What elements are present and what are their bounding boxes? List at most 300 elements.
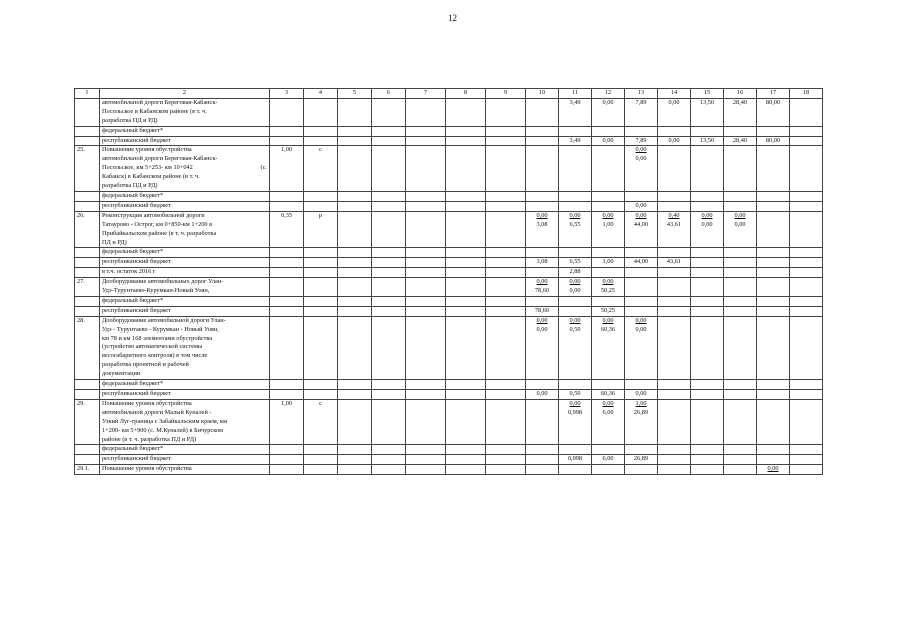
cell-col-16	[724, 399, 757, 445]
cell-col-5	[338, 445, 372, 455]
description-line: федеральный бюджет*	[102, 445, 164, 453]
cell-col-11	[559, 465, 592, 475]
header-cell: 8	[446, 89, 486, 99]
cell-col-15	[691, 316, 724, 379]
header-cell: 17	[757, 89, 790, 99]
cell-col-17: 80,00	[757, 98, 790, 126]
cell-col-10: 0,00 78,60	[526, 278, 559, 297]
description-line: республиканский бюджет	[102, 390, 171, 397]
row-description	[100, 445, 270, 455]
cell-col-15	[691, 306, 724, 316]
cell-col-15	[691, 126, 724, 136]
row-description	[100, 126, 270, 136]
cell-col-11: 3,49	[559, 136, 592, 146]
cell-col-3	[270, 126, 304, 136]
cell-col-8	[446, 316, 486, 379]
cell-col-12: 60,36	[592, 390, 625, 400]
description-line: документации	[102, 370, 141, 378]
cell-col-14	[658, 268, 691, 278]
cell-col-10: 3,08	[526, 258, 559, 268]
cell-col-4	[304, 316, 338, 379]
cell-col-12: 0,00 50,25	[592, 278, 625, 297]
cell-col-3	[270, 278, 304, 297]
table-row	[75, 306, 823, 316]
cell-col-14	[658, 445, 691, 455]
cell-col-12: 6,00	[592, 455, 625, 465]
description-line: км 78 и км 168 элементами обустройства	[102, 334, 213, 342]
cell-col-15	[691, 268, 724, 278]
cell-col-9	[486, 465, 526, 475]
header-cell: 1	[75, 89, 100, 99]
cell-col-8	[446, 126, 486, 136]
cell-col-17	[757, 248, 790, 258]
cell-col-17	[757, 201, 790, 211]
cell-col-7	[406, 296, 446, 306]
description-line: ПД и РД)	[102, 238, 127, 246]
description-line: федеральный бюджет*	[102, 380, 164, 388]
cell-col-4	[304, 98, 338, 126]
cell-col-14	[658, 278, 691, 297]
header-cell: 2	[100, 89, 270, 99]
cell-col-4: с	[304, 146, 338, 192]
cell-col-13: 0,00	[625, 201, 658, 211]
table-row	[75, 380, 823, 390]
cell-col-8	[446, 278, 486, 297]
cell-col-6	[372, 306, 406, 316]
cell-col-17: 0,00	[757, 465, 790, 475]
cell-col-14: 0,00	[658, 98, 691, 126]
cell-col-12: 0,00	[592, 136, 625, 146]
cell-col-12	[592, 445, 625, 455]
row-description	[100, 465, 270, 475]
table-row	[75, 445, 823, 455]
row-description	[100, 268, 270, 278]
cell-col-11: 0,50	[559, 390, 592, 400]
row-description	[100, 316, 270, 379]
cell-col-10	[526, 455, 559, 465]
cell-col-12: 0,00	[592, 98, 625, 126]
cell-col-9	[486, 211, 526, 248]
cell-col-17	[757, 258, 790, 268]
row-number	[75, 191, 100, 201]
cell-col-12	[592, 465, 625, 475]
cell-col-16: 28,40	[724, 98, 757, 126]
header-cell: 13	[625, 89, 658, 99]
cell-col-16	[724, 191, 757, 201]
cell-col-8	[446, 191, 486, 201]
cell-col-7	[406, 191, 446, 201]
cell-col-3	[270, 136, 304, 146]
cell-col-5	[338, 136, 372, 146]
table-row	[75, 126, 823, 136]
description-line: федеральный бюджет*	[102, 248, 164, 256]
description-line: Удэ - Турунтаево - Курумкан - Новый Уоян,	[102, 325, 219, 333]
cell-col-18	[790, 191, 823, 201]
cell-col-11	[559, 248, 592, 258]
cell-col-9	[486, 191, 526, 201]
cell-col-13: 0,00 0,00	[625, 316, 658, 379]
row-number: 26.	[75, 211, 100, 248]
row-number	[75, 296, 100, 306]
cell-col-3	[270, 296, 304, 306]
description-line: республиканский бюджет	[102, 258, 171, 266]
header-cell: 3	[270, 89, 304, 99]
cell-col-11	[559, 380, 592, 390]
cell-col-15	[691, 399, 724, 445]
cell-col-9	[486, 316, 526, 379]
cell-col-15	[691, 445, 724, 455]
description-line: федеральный бюджет*	[102, 296, 164, 304]
row-number	[75, 268, 100, 278]
row-number: 29.1.	[75, 465, 100, 475]
cell-col-13: 0,00 44,00	[625, 211, 658, 248]
cell-col-8	[446, 201, 486, 211]
cell-col-17	[757, 126, 790, 136]
cell-col-5	[338, 465, 372, 475]
cell-col-8	[446, 98, 486, 126]
cell-col-16	[724, 248, 757, 258]
cell-col-8	[446, 445, 486, 455]
header-cell: 4	[304, 89, 338, 99]
table-row	[75, 455, 823, 465]
cell-col-9	[486, 136, 526, 146]
cell-col-3	[270, 465, 304, 475]
cell-col-14	[658, 296, 691, 306]
cell-col-15	[691, 278, 724, 297]
page-number: 12	[448, 13, 457, 23]
budget-table	[74, 88, 823, 475]
description-line: автомобильной дороги Береговая-Кабанск-	[102, 155, 218, 163]
cell-col-15	[691, 201, 724, 211]
cell-col-6	[372, 296, 406, 306]
header-cell: 15	[691, 89, 724, 99]
cell-col-7	[406, 306, 446, 316]
description-line: республиканский бюджет	[102, 455, 171, 463]
cell-col-17	[757, 268, 790, 278]
cell-col-7	[406, 278, 446, 297]
cell-col-15	[691, 146, 724, 192]
cell-col-17	[757, 445, 790, 455]
cell-col-7	[406, 399, 446, 445]
cell-col-13: 1,00 26,89	[625, 399, 658, 445]
cell-col-16: 0,00 0,00	[724, 211, 757, 248]
cell-col-14	[658, 248, 691, 258]
cell-col-12	[592, 268, 625, 278]
cell-col-15	[691, 258, 724, 268]
row-description	[100, 211, 270, 248]
cell-col-10	[526, 296, 559, 306]
cell-col-4	[304, 136, 338, 146]
cell-col-3	[270, 201, 304, 211]
cell-col-5	[338, 296, 372, 306]
cell-col-14	[658, 191, 691, 201]
cell-col-6	[372, 390, 406, 400]
cell-col-10	[526, 248, 559, 258]
cell-col-14	[658, 126, 691, 136]
cell-col-18	[790, 146, 823, 192]
table-row	[75, 316, 823, 379]
table-row	[75, 146, 823, 192]
description-line: республиканский бюджет	[102, 136, 171, 144]
cell-col-10	[526, 146, 559, 192]
cell-col-4	[304, 296, 338, 306]
cell-col-15	[691, 248, 724, 258]
cell-col-14	[658, 380, 691, 390]
cell-col-9	[486, 201, 526, 211]
cell-col-18	[790, 201, 823, 211]
cell-col-4: р	[304, 211, 338, 248]
cell-col-12	[592, 248, 625, 258]
cell-col-4	[304, 248, 338, 258]
cell-col-7	[406, 146, 446, 192]
header-cell: 9	[486, 89, 526, 99]
table-row	[75, 98, 823, 126]
cell-col-18	[790, 98, 823, 126]
cell-col-16	[724, 380, 757, 390]
cell-col-18	[790, 258, 823, 268]
description-line: 1+200- км 5+900 (с. М.Куналей) в Бичурском	[102, 426, 223, 434]
cell-col-6	[372, 211, 406, 248]
table-row	[75, 296, 823, 306]
cell-col-6	[372, 248, 406, 258]
description-line: Повышение уровня обустройства	[102, 399, 192, 407]
row-number	[75, 455, 100, 465]
row-description	[100, 380, 270, 390]
cell-col-13	[625, 465, 658, 475]
description-line: автомобильной дороги Малый Куналей -	[102, 408, 212, 416]
cell-col-4	[304, 258, 338, 268]
description-line: федеральный бюджет*	[102, 126, 164, 134]
cell-col-13	[625, 306, 658, 316]
cell-col-13: 44,00	[625, 258, 658, 268]
cell-col-3	[270, 390, 304, 400]
cell-col-18	[790, 306, 823, 316]
cell-col-16	[724, 390, 757, 400]
cell-col-6	[372, 201, 406, 211]
table-row	[75, 248, 823, 258]
row-description	[100, 278, 270, 297]
cell-col-12	[592, 201, 625, 211]
cell-col-17	[757, 296, 790, 306]
cell-col-5	[338, 399, 372, 445]
cell-col-10	[526, 465, 559, 475]
cell-col-17	[757, 306, 790, 316]
cell-col-11	[559, 146, 592, 192]
row-description	[100, 258, 270, 268]
cell-col-10	[526, 399, 559, 445]
table-row	[75, 211, 823, 248]
cell-col-9	[486, 98, 526, 126]
cell-col-17	[757, 390, 790, 400]
cell-col-17	[757, 455, 790, 465]
cell-col-12: 0,00 1,00	[592, 211, 625, 248]
cell-col-6	[372, 146, 406, 192]
cell-col-15	[691, 380, 724, 390]
row-number	[75, 390, 100, 400]
cell-col-4	[304, 455, 338, 465]
description-line: районе (в т. ч. разработка ПД и РД)	[102, 435, 197, 443]
cell-col-10	[526, 380, 559, 390]
cell-col-6	[372, 191, 406, 201]
cell-col-13	[625, 248, 658, 258]
description-line: разработка проектной и рабочей	[102, 361, 189, 369]
description-line: Реконструкция автомобильной дороги	[102, 211, 205, 219]
cell-col-3	[270, 316, 304, 379]
cell-col-8	[446, 390, 486, 400]
cell-col-12: 1,00	[592, 258, 625, 268]
description-line: (устройство автоматической системы	[102, 343, 203, 351]
cell-col-9	[486, 258, 526, 268]
cell-col-16	[724, 296, 757, 306]
cell-col-3: 1,00	[270, 146, 304, 192]
cell-col-17	[757, 191, 790, 201]
cell-col-17	[757, 146, 790, 192]
row-description	[100, 98, 270, 126]
cell-col-18	[790, 445, 823, 455]
cell-col-3	[270, 191, 304, 201]
row-number: 28.	[75, 316, 100, 379]
cell-col-18	[790, 399, 823, 445]
cell-col-13: 7,89	[625, 98, 658, 126]
header-cell: 11	[559, 89, 592, 99]
cell-col-10	[526, 126, 559, 136]
cell-col-8	[446, 136, 486, 146]
cell-col-5	[338, 146, 372, 192]
header-cell: 18	[790, 89, 823, 99]
cell-col-9	[486, 248, 526, 258]
cell-col-16	[724, 306, 757, 316]
cell-col-7	[406, 316, 446, 379]
cell-col-13: 26,89	[625, 455, 658, 465]
cell-col-8	[446, 465, 486, 475]
description-line: Татаурово - Острог, км 0+850-км 1+200 в	[102, 220, 213, 228]
cell-col-16	[724, 126, 757, 136]
cell-col-4	[304, 191, 338, 201]
cell-col-15	[691, 465, 724, 475]
header-row	[75, 89, 823, 99]
cell-col-7	[406, 380, 446, 390]
table-row	[75, 136, 823, 146]
cell-col-18	[790, 455, 823, 465]
cell-col-9	[486, 445, 526, 455]
cell-col-14	[658, 201, 691, 211]
table-row	[75, 268, 823, 278]
cell-col-4	[304, 445, 338, 455]
cell-col-4	[304, 465, 338, 475]
header-cell: 16	[724, 89, 757, 99]
cell-col-10: 0,00 0,00	[526, 316, 559, 379]
cell-col-17	[757, 278, 790, 297]
cell-col-18	[790, 465, 823, 475]
cell-col-18	[790, 296, 823, 306]
cell-col-10	[526, 445, 559, 455]
cell-col-10: 0,00 3,08	[526, 211, 559, 248]
cell-col-11	[559, 201, 592, 211]
cell-col-14	[658, 316, 691, 379]
cell-col-6	[372, 399, 406, 445]
cell-col-12	[592, 126, 625, 136]
row-description	[100, 306, 270, 316]
cell-col-8	[446, 296, 486, 306]
row-description	[100, 399, 270, 445]
cell-col-5	[338, 211, 372, 248]
cell-col-16	[724, 146, 757, 192]
header-cell: 6	[372, 89, 406, 99]
cell-col-11: 3,49	[559, 98, 592, 126]
cell-col-12: 0,00 60,36	[592, 316, 625, 379]
cell-col-16	[724, 258, 757, 268]
cell-col-5	[338, 98, 372, 126]
cell-col-17	[757, 380, 790, 390]
cell-col-9	[486, 380, 526, 390]
cell-col-16	[724, 316, 757, 379]
description-line: федеральный бюджет*	[102, 191, 164, 199]
description-line: весогабаритного контроля) в том числе	[102, 352, 208, 360]
cell-col-3	[270, 258, 304, 268]
header-cell: 5	[338, 89, 372, 99]
row-description	[100, 136, 270, 146]
cell-col-8	[446, 248, 486, 258]
row-description	[100, 296, 270, 306]
description-line: Дооборудование автомобильной дороги Улан-	[102, 316, 226, 324]
row-number	[75, 248, 100, 258]
row-number	[75, 380, 100, 390]
cell-col-17	[757, 316, 790, 379]
row-number: 27.	[75, 278, 100, 297]
cell-col-6	[372, 465, 406, 475]
cell-col-18	[790, 316, 823, 379]
cell-col-6	[372, 98, 406, 126]
cell-col-10	[526, 201, 559, 211]
table-row	[75, 278, 823, 297]
cell-col-4	[304, 126, 338, 136]
cell-col-5	[338, 455, 372, 465]
table-row	[75, 399, 823, 445]
cell-col-4	[304, 278, 338, 297]
cell-col-18	[790, 136, 823, 146]
cell-col-16	[724, 278, 757, 297]
cell-col-13	[625, 268, 658, 278]
cell-col-6	[372, 455, 406, 465]
cell-col-11: 0,998	[559, 455, 592, 465]
cell-col-5	[338, 191, 372, 201]
cell-col-5	[338, 390, 372, 400]
cell-col-16	[724, 201, 757, 211]
cell-col-9	[486, 278, 526, 297]
cell-col-3	[270, 98, 304, 126]
cell-col-7	[406, 268, 446, 278]
cell-col-6	[372, 258, 406, 268]
cell-col-3	[270, 445, 304, 455]
cell-col-8	[446, 455, 486, 465]
description-line: Прибайкальском районе (в т. ч. разработка	[102, 229, 217, 237]
header-cell: 14	[658, 89, 691, 99]
cell-col-14	[658, 455, 691, 465]
cell-col-3: 0,35	[270, 211, 304, 248]
cell-col-8	[446, 258, 486, 268]
cell-col-7	[406, 201, 446, 211]
cell-col-6	[372, 316, 406, 379]
description-line: Посольское в Кабанском районе (в т. ч.	[102, 107, 207, 115]
row-number	[75, 306, 100, 316]
cell-col-11: 0,00 0,998	[559, 399, 592, 445]
cell-col-11	[559, 296, 592, 306]
cell-col-15	[691, 455, 724, 465]
cell-col-6	[372, 445, 406, 455]
cell-col-4	[304, 306, 338, 316]
cell-col-7	[406, 258, 446, 268]
cell-col-5	[338, 268, 372, 278]
